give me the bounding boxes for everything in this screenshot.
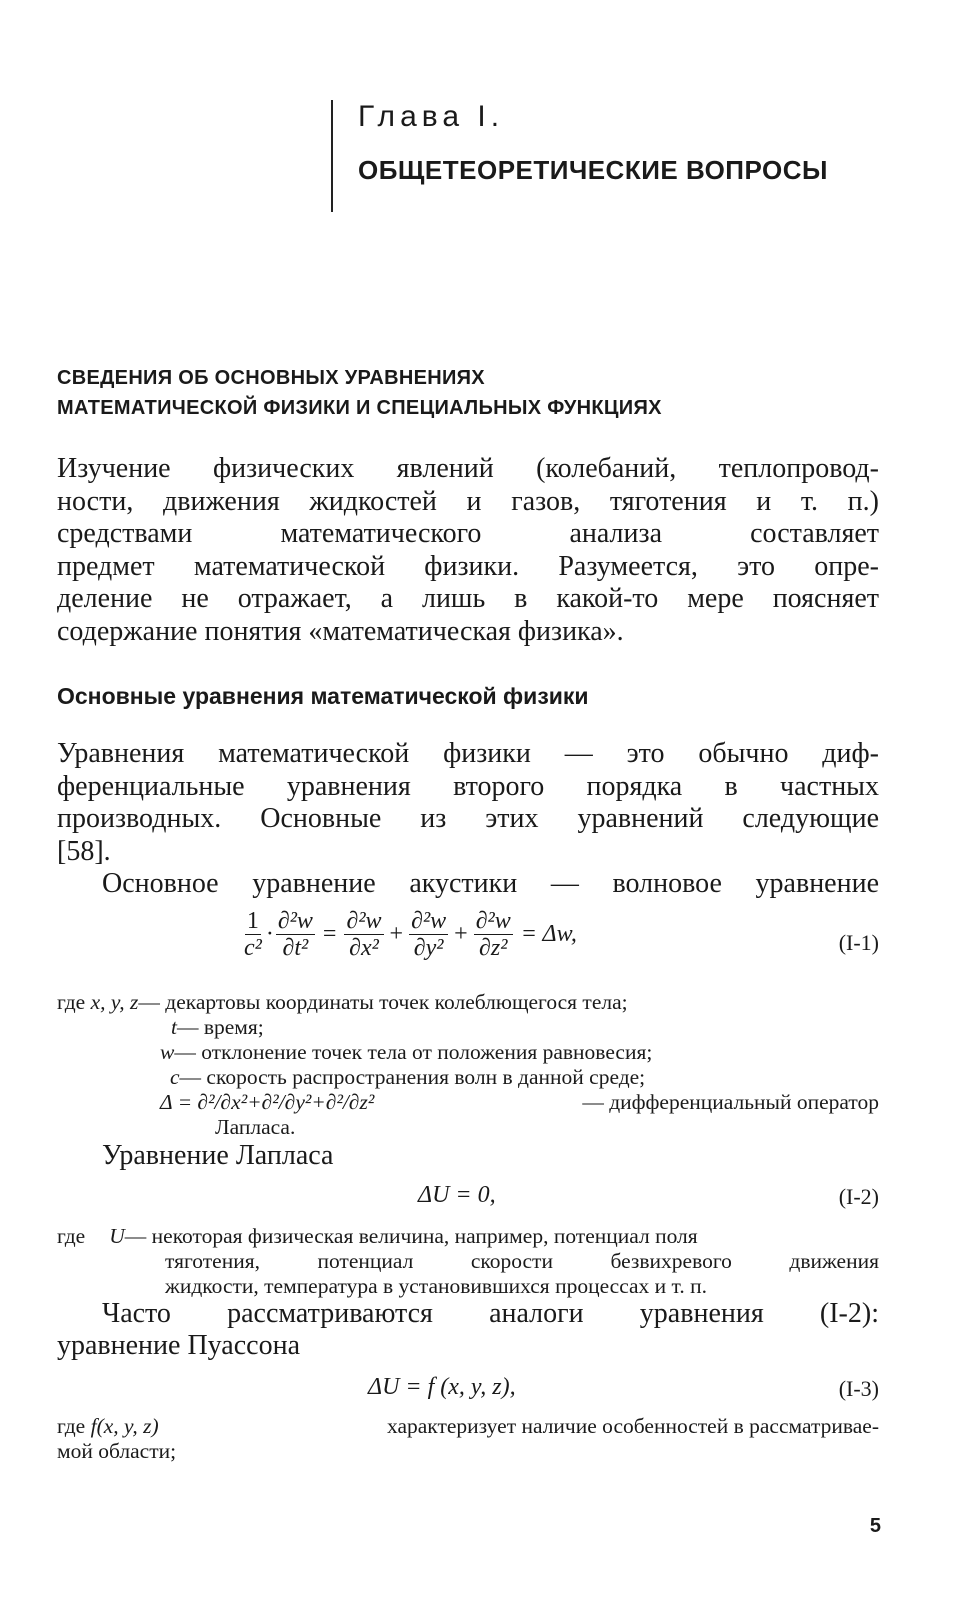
wave-equation: $\frac{1}{\text{c²}}$ · $\frac{\text{∂²w}}{\text{∂t²}}$ = $\frac{\text{∂²w}}{\text{∂x²}}$ + $\frac{\text{∂²w}}{\text{∂y²}}$ + $\frac{\text{∂²w}}{\text{∂z²}}$ = Δw, bbox=[244, 908, 577, 961]
acoustic-intro: Основное уравнение акустики — волновое уравнение bbox=[102, 868, 879, 899]
section-title-line-2: МАТЕМАТИЧЕСКОЙ ФИЗИКИ И СПЕЦИАЛЬНЫХ ФУНКЦИЯХ bbox=[57, 397, 662, 419]
laplace-intro: Уравнение Лапласа bbox=[102, 1140, 334, 1171]
equation-number: (I-2) bbox=[838, 1184, 879, 1209]
poisson-intro: Часто рассматриваются аналоги уравнения (I-2): bbox=[102, 1298, 879, 1329]
intro-line: ности, движения жидкостей и газов, тяготения и т. п.) bbox=[57, 485, 879, 517]
definition-line: где f(x, y, z) характеризует наличие особенностей в рассматривае- bbox=[57, 1414, 879, 1438]
paragraph-line: ференциальные уравнения второго порядка в частных bbox=[57, 770, 879, 802]
subsection-title: Основные уравнения математической физики bbox=[57, 683, 589, 709]
paragraph-line: Уравнения математической физики — это обычно диф- bbox=[57, 738, 879, 769]
chapter-label: Глава I. bbox=[358, 100, 505, 133]
equations-paragraph bbox=[57, 738, 879, 868]
definition-line: жидкости, температура в установившихся процессах и т. п. bbox=[165, 1274, 707, 1298]
definition-line: где U — некоторая физическая величина, например, потенциал поля bbox=[57, 1224, 698, 1248]
laplace-equation: ΔU = 0, bbox=[418, 1182, 496, 1208]
fraction: $\frac{\text{∂²w}}{\text{∂t²}}$ bbox=[277, 908, 313, 961]
paragraph-line: производных. Основные из этих уравнений следующие bbox=[57, 803, 879, 834]
definition-line: w— отклонение точек тела от положения равновесия; bbox=[160, 1040, 653, 1064]
poisson-intro: уравнение Пуассона bbox=[57, 1330, 301, 1361]
intro-paragraph bbox=[57, 453, 879, 648]
intro-line: деление не отражает, а лишь в какой-то мере поясняет bbox=[57, 583, 879, 614]
intro-line: предмет математической физики. Разумеется, это опре- bbox=[57, 550, 879, 582]
definition-line: тяготения, потенциал скорости безвихревого движения bbox=[165, 1249, 879, 1273]
definition-line: где x, y, z— декартовы координаты точек колеблющегося тела; bbox=[57, 990, 628, 1014]
intro-line: средствами математического анализа составляет bbox=[57, 518, 879, 549]
definition-line: c— скорость распространения волн в данной среде; bbox=[170, 1065, 646, 1089]
fraction: $\frac{1}{\text{c²}}$ bbox=[244, 908, 262, 961]
intro-line: Изучение физических явлений (колебаний, теплопровод- bbox=[57, 453, 879, 484]
paragraph-line: [58]. bbox=[57, 835, 111, 867]
chapter-title: ОБЩЕТЕОРЕТИЧЕСКИЕ ВОПРОСЫ bbox=[358, 155, 828, 185]
page-number: 5 bbox=[869, 1515, 881, 1537]
fraction: $\frac{\text{∂²w}}{\text{∂x²}}$ bbox=[346, 908, 382, 961]
equation-number: (I-3) bbox=[838, 1376, 879, 1401]
definition-line: t— время; bbox=[171, 1015, 264, 1039]
fraction: $\frac{\text{∂²w}}{\text{∂y²}}$ bbox=[411, 908, 447, 961]
intro-line: содержание понятия «математическая физика». bbox=[57, 615, 624, 647]
definition-line: Δ = ∂²/∂x²+∂²/∂y²+∂²/∂z² — дифференциальный оператор bbox=[160, 1090, 879, 1114]
section-title-line-1: СВЕДЕНИЯ ОБ ОСНОВНЫХ УРАВНЕНИЯХ bbox=[57, 367, 485, 389]
definition-line: мой области; bbox=[57, 1439, 177, 1463]
equation-number: (I-1) bbox=[838, 930, 879, 955]
poisson-equation: ΔU = f (x, y, z), bbox=[368, 1374, 516, 1400]
chapter-divider-line bbox=[331, 100, 333, 212]
definition-line: Лапласа. bbox=[215, 1115, 296, 1139]
fraction: $\frac{\text{∂²w}}{\text{∂z²}}$ bbox=[475, 908, 511, 961]
